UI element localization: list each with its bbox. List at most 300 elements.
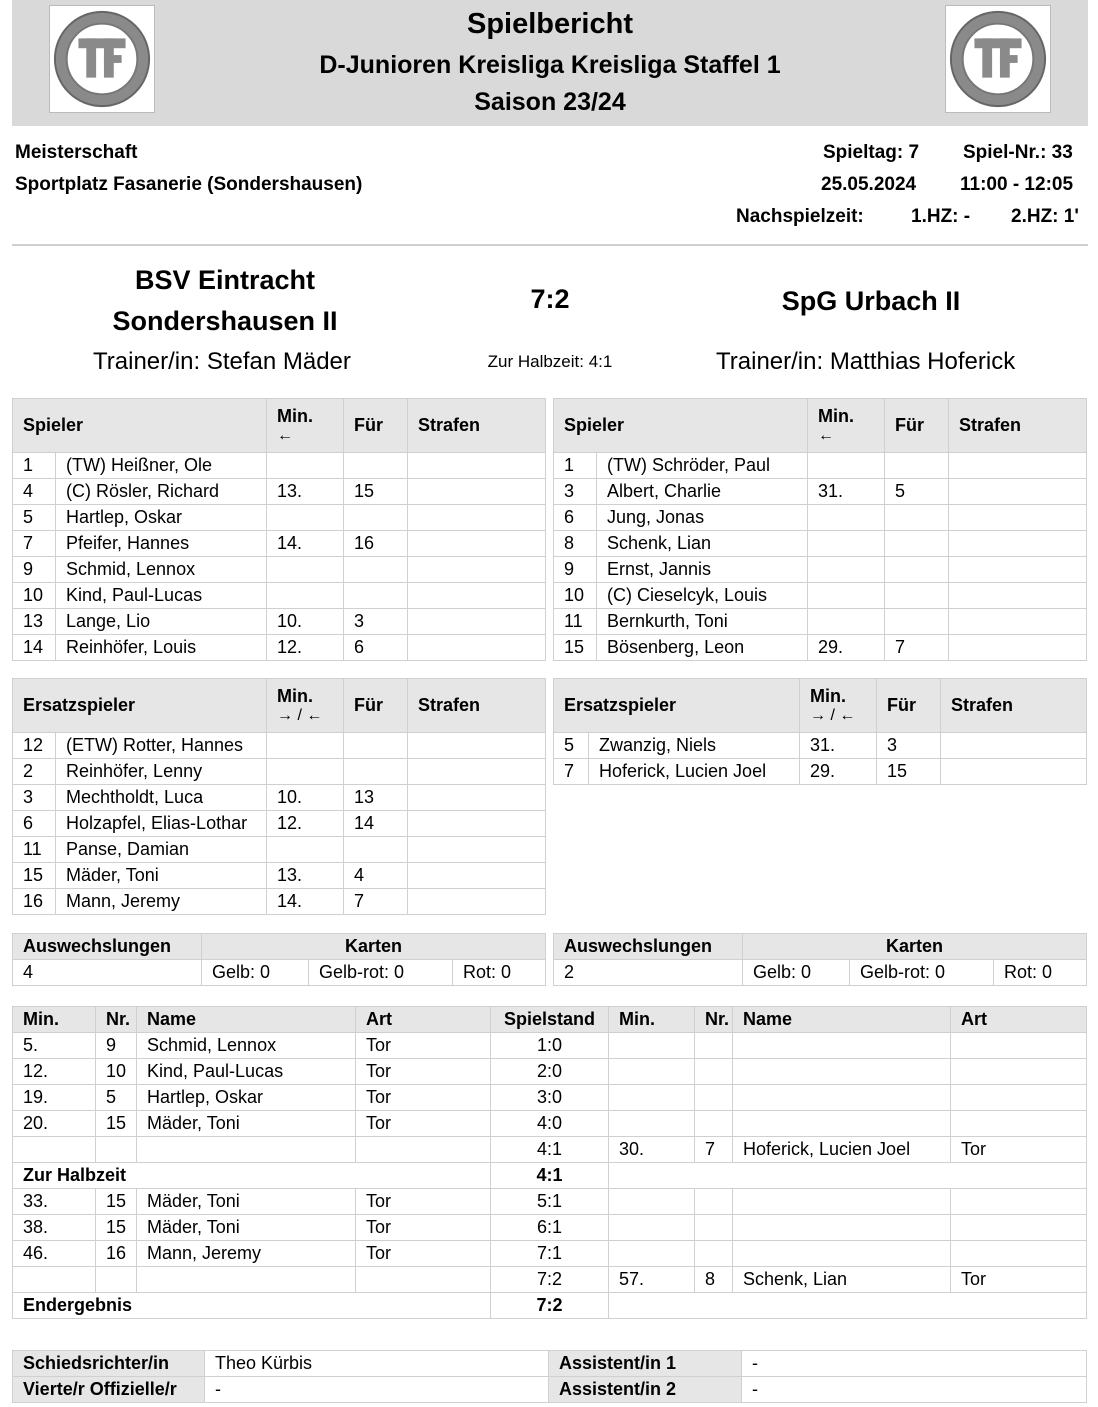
player-sub-minute	[267, 837, 344, 863]
player-sub-minute: 12.	[267, 635, 344, 661]
player-name: (TW) Schröder, Paul	[597, 453, 808, 479]
player-sub-minute	[808, 583, 885, 609]
col-min: Min. → / ←	[800, 679, 877, 733]
label-assistent1: Assistent/in 1	[549, 1351, 742, 1377]
home-event-type	[356, 1137, 491, 1163]
home-event-number: 15	[96, 1215, 137, 1241]
home-subs-table	[12, 678, 546, 915]
referee-name: Theo Kürbis	[205, 1351, 549, 1377]
event-section-row	[13, 1163, 1087, 1189]
player-sub-for	[344, 759, 408, 785]
match-number: Spiel-Nr.: 33	[963, 142, 1073, 163]
section-score: 4:1	[491, 1163, 609, 1189]
halftime-score: Zur Halbzeit: 4:1	[487, 352, 613, 371]
home-trainer: Trainer/in: Stefan Mäder	[93, 348, 351, 375]
home-event-player	[137, 1137, 356, 1163]
player-name: (ETW) Rotter, Hannes	[56, 733, 267, 759]
player-sub-for	[344, 583, 408, 609]
player-sub-minute: 29.	[808, 635, 885, 661]
home-event-type: Tor	[356, 1111, 491, 1137]
away-event-type	[951, 1189, 1087, 1215]
home-team	[40, 260, 410, 342]
player-sub-minute	[267, 759, 344, 785]
home-event-type: Tor	[356, 1189, 491, 1215]
col-ersatz: Ersatzspieler	[554, 679, 800, 733]
player-number: 4	[13, 479, 56, 505]
home-event-type: Tor	[356, 1215, 491, 1241]
player-number: 7	[13, 531, 56, 557]
home-summary-table	[12, 933, 546, 986]
player-penalties	[408, 479, 546, 505]
event-row	[13, 1033, 1087, 1059]
player-sub-for: 3	[344, 609, 408, 635]
player-penalties	[408, 453, 546, 479]
player-sub-for	[885, 609, 949, 635]
player-penalties	[949, 479, 1087, 505]
col-spieler: Spieler	[13, 399, 267, 453]
home-event-minute	[13, 1267, 96, 1293]
player-sub-minute: 13.	[267, 479, 344, 505]
player-number: 3	[13, 785, 56, 811]
home-players-table	[12, 398, 546, 661]
home-event-player: Hartlep, Oskar	[137, 1085, 356, 1111]
player-number: 10	[554, 583, 597, 609]
away-event-player	[733, 1111, 951, 1137]
player-sub-minute	[808, 609, 885, 635]
player-penalties	[949, 583, 1087, 609]
player-penalties	[408, 837, 546, 863]
home-event-number: 16	[96, 1241, 137, 1267]
away-event-minute: 30.	[609, 1137, 695, 1163]
away-event-number	[695, 1033, 733, 1059]
event-row	[13, 1267, 1087, 1293]
home-event-type: Tor	[356, 1033, 491, 1059]
away-summary-table	[553, 933, 1087, 986]
away-event-type	[951, 1241, 1087, 1267]
home-event-type: Tor	[356, 1241, 491, 1267]
player-number: 3	[554, 479, 597, 505]
player-penalties	[941, 733, 1087, 759]
event-row	[13, 1189, 1087, 1215]
player-row	[13, 837, 546, 863]
player-penalties	[949, 453, 1087, 479]
player-name: (TW) Heißner, Ole	[56, 453, 267, 479]
player-sub-minute: 14.	[267, 531, 344, 557]
player-row	[13, 889, 546, 915]
player-row	[554, 453, 1087, 479]
player-row	[554, 505, 1087, 531]
player-sub-minute: 12.	[267, 811, 344, 837]
home-event-player: Mäder, Toni	[137, 1189, 356, 1215]
player-penalties	[408, 557, 546, 583]
player-number: 12	[13, 733, 56, 759]
away-yellow-red-cards: Gelb-rot: 0	[850, 960, 994, 986]
player-row	[13, 733, 546, 759]
player-name: Zwanzig, Niels	[589, 733, 800, 759]
away-event-number	[695, 1111, 733, 1137]
player-row	[554, 759, 1087, 785]
player-penalties	[408, 759, 546, 785]
away-trainer: Trainer/in: Matthias Hoferick	[716, 348, 1016, 375]
player-sub-minute	[267, 557, 344, 583]
label-vierte: Vierte/r Offizielle/r	[13, 1377, 205, 1403]
player-number: 6	[554, 505, 597, 531]
player-sub-for	[885, 583, 949, 609]
home-event-type: Tor	[356, 1085, 491, 1111]
player-sub-minute	[267, 583, 344, 609]
event-score: 4:1	[491, 1137, 609, 1163]
event-row	[13, 1215, 1087, 1241]
home-yellow-cards: Gelb: 0	[202, 960, 309, 986]
section-filler	[609, 1163, 1087, 1189]
player-penalties	[408, 635, 546, 661]
player-name: Mechtholdt, Luca	[56, 785, 267, 811]
player-name: Pfeifer, Hannes	[56, 531, 267, 557]
player-sub-minute	[267, 453, 344, 479]
col-home-name: Name	[137, 1007, 356, 1033]
player-name: Mäder, Toni	[56, 863, 267, 889]
home-event-minute: 5.	[13, 1033, 96, 1059]
player-sub-for: 5	[885, 479, 949, 505]
player-sub-for: 6	[344, 635, 408, 661]
col-home-art: Art	[356, 1007, 491, 1033]
player-sub-minute	[267, 733, 344, 759]
event-score: 7:2	[491, 1267, 609, 1293]
away-event-minute	[609, 1215, 695, 1241]
venue: Sportplatz Fasanerie (Sondershausen)	[15, 174, 363, 195]
col-away-nr: Nr.	[695, 1007, 733, 1033]
player-row	[13, 863, 546, 889]
col-strafen: Strafen	[949, 399, 1087, 453]
player-name: Lange, Lio	[56, 609, 267, 635]
away-event-minute	[609, 1085, 695, 1111]
event-score: 5:1	[491, 1189, 609, 1215]
col-strafen: Strafen	[408, 399, 546, 453]
player-sub-minute: 10.	[267, 609, 344, 635]
divider	[12, 244, 1088, 246]
player-sub-for	[344, 557, 408, 583]
player-penalties	[408, 505, 546, 531]
player-row	[554, 635, 1087, 661]
away-event-player	[733, 1085, 951, 1111]
home-event-number: 9	[96, 1033, 137, 1059]
col-strafen: Strafen	[941, 679, 1087, 733]
player-sub-for: 16	[344, 531, 408, 557]
player-sub-minute: 31.	[808, 479, 885, 505]
player-name: Mann, Jeremy	[56, 889, 267, 915]
away-event-type	[951, 1033, 1087, 1059]
home-team-name-line2: Sondershausen II	[112, 306, 338, 336]
col-min: Min. ←	[267, 399, 344, 453]
player-penalties	[408, 531, 546, 557]
player-name: Schenk, Lian	[597, 531, 808, 557]
col-strafen: Strafen	[408, 679, 546, 733]
event-score: 4:0	[491, 1111, 609, 1137]
final-score: 7:2	[530, 284, 570, 314]
player-row	[13, 609, 546, 635]
away-substitutions-count: 2	[554, 960, 743, 986]
home-event-number: 15	[96, 1189, 137, 1215]
away-event-player	[733, 1241, 951, 1267]
away-event-number	[695, 1241, 733, 1267]
player-penalties	[408, 733, 546, 759]
event-row	[13, 1241, 1087, 1267]
home-team-name-line1: BSV Eintracht	[134, 265, 316, 295]
away-event-player	[733, 1059, 951, 1085]
event-row	[13, 1137, 1087, 1163]
away-players-table	[553, 398, 1087, 661]
home-event-number: 15	[96, 1111, 137, 1137]
player-name: Kind, Paul-Lucas	[56, 583, 267, 609]
col-fuer: Für	[344, 399, 408, 453]
home-event-player: Kind, Paul-Lucas	[137, 1059, 356, 1085]
away-event-number	[695, 1215, 733, 1241]
player-number: 1	[13, 453, 56, 479]
player-name: Ernst, Jannis	[597, 557, 808, 583]
away-event-number	[695, 1059, 733, 1085]
away-event-player: Hoferick, Lucien Joel	[733, 1137, 951, 1163]
away-event-player	[733, 1215, 951, 1241]
match-date: 25.05.2024	[821, 174, 917, 195]
assistant1-name: -	[742, 1351, 1087, 1377]
event-section-row	[13, 1293, 1087, 1319]
player-sub-minute: 29.	[800, 759, 877, 785]
player-row	[13, 583, 546, 609]
player-sub-for: 4	[344, 863, 408, 889]
away-event-type	[951, 1059, 1087, 1085]
section-label: Endergebnis	[13, 1293, 491, 1319]
player-penalties	[949, 635, 1087, 661]
player-sub-minute: 31.	[800, 733, 877, 759]
player-penalties	[949, 609, 1087, 635]
event-row	[13, 1059, 1087, 1085]
player-sub-for	[344, 733, 408, 759]
event-score: 2:0	[491, 1059, 609, 1085]
player-name: Jung, Jonas	[597, 505, 808, 531]
section-label: Zur Halbzeit	[13, 1163, 491, 1189]
label-schiedsrichter: Schiedsrichter/in	[13, 1351, 205, 1377]
away-event-player	[733, 1033, 951, 1059]
player-number: 15	[554, 635, 597, 661]
player-name: Bernkurth, Toni	[597, 609, 808, 635]
player-row	[554, 583, 1087, 609]
match-time: 11:00 - 12:05	[960, 174, 1074, 195]
col-spieler: Spieler	[554, 399, 808, 453]
assistant2-name: -	[742, 1377, 1087, 1403]
col-min: Min. → / ←	[267, 679, 344, 733]
player-penalties	[949, 557, 1087, 583]
competition: Meisterschaft	[15, 142, 138, 163]
section-score: 7:2	[491, 1293, 609, 1319]
player-sub-for	[885, 505, 949, 531]
player-sub-minute: 13.	[267, 863, 344, 889]
player-row	[13, 785, 546, 811]
matchday: Spieltag: 7	[823, 142, 920, 163]
player-name: Hartlep, Oskar	[56, 505, 267, 531]
player-sub-for: 14	[344, 811, 408, 837]
col-ersatz: Ersatzspieler	[13, 679, 267, 733]
player-name: Holzapfel, Elias-Lothar	[56, 811, 267, 837]
player-number: 15	[13, 863, 56, 889]
away-event-minute	[609, 1059, 695, 1085]
player-number: 5	[13, 505, 56, 531]
player-name: Panse, Damian	[56, 837, 267, 863]
home-event-minute: 46.	[13, 1241, 96, 1267]
player-name: Bösenberg, Leon	[597, 635, 808, 661]
col-away-art: Art	[951, 1007, 1087, 1033]
player-number: 9	[13, 557, 56, 583]
player-sub-for	[344, 837, 408, 863]
player-sub-minute	[808, 531, 885, 557]
player-sub-for: 13	[344, 785, 408, 811]
col-auswechslungen: Auswechslungen	[554, 934, 743, 960]
player-row	[13, 759, 546, 785]
home-event-player: Schmid, Lennox	[137, 1033, 356, 1059]
player-name: (C) Cieselcyk, Louis	[597, 583, 808, 609]
home-event-number: 10	[96, 1059, 137, 1085]
away-event-minute	[609, 1111, 695, 1137]
col-away-name: Name	[733, 1007, 951, 1033]
player-name: Albert, Charlie	[597, 479, 808, 505]
away-event-number	[695, 1085, 733, 1111]
home-event-number	[96, 1267, 137, 1293]
away-event-number: 8	[695, 1267, 733, 1293]
match-events-table	[12, 1006, 1087, 1319]
player-row	[554, 733, 1087, 759]
home-event-player	[137, 1267, 356, 1293]
section-filler	[609, 1293, 1087, 1319]
stoppage-label: Nachspielzeit:	[736, 206, 864, 227]
away-team: SpG Urbach II	[781, 286, 961, 316]
player-penalties	[408, 785, 546, 811]
away-event-type	[951, 1085, 1087, 1111]
event-score: 6:1	[491, 1215, 609, 1241]
player-row	[13, 531, 546, 557]
player-number: 11	[554, 609, 597, 635]
player-sub-for: 7	[885, 635, 949, 661]
away-event-minute	[609, 1033, 695, 1059]
away-event-number	[695, 1189, 733, 1215]
player-sub-for	[885, 453, 949, 479]
col-min: Min. ←	[808, 399, 885, 453]
player-number: 9	[554, 557, 597, 583]
fourth-official-name: -	[205, 1377, 549, 1403]
player-number: 14	[13, 635, 56, 661]
report-title: Spielbericht	[467, 8, 633, 40]
player-sub-for	[344, 453, 408, 479]
col-spielstand: Spielstand	[491, 1007, 609, 1033]
away-event-type: Tor	[951, 1267, 1087, 1293]
player-sub-minute: 10.	[267, 785, 344, 811]
col-home-min: Min.	[13, 1007, 96, 1033]
away-event-player	[733, 1189, 951, 1215]
player-number: 10	[13, 583, 56, 609]
player-penalties	[408, 889, 546, 915]
away-event-type: Tor	[951, 1137, 1087, 1163]
col-auswechslungen: Auswechslungen	[13, 934, 202, 960]
player-row	[554, 531, 1087, 557]
col-home-nr: Nr.	[96, 1007, 137, 1033]
player-row	[13, 811, 546, 837]
player-sub-minute	[267, 505, 344, 531]
player-sub-minute	[808, 505, 885, 531]
away-yellow-cards: Gelb: 0	[743, 960, 850, 986]
player-number: 6	[13, 811, 56, 837]
player-row	[13, 505, 546, 531]
player-sub-for	[344, 505, 408, 531]
event-score: 7:1	[491, 1241, 609, 1267]
league-title: D-Junioren Kreisliga Kreisliga Staffel 1	[319, 51, 781, 79]
home-event-player: Mäder, Toni	[137, 1111, 356, 1137]
player-sub-for: 3	[877, 733, 941, 759]
player-sub-for	[885, 557, 949, 583]
home-event-player: Mann, Jeremy	[137, 1241, 356, 1267]
player-name: Reinhöfer, Lenny	[56, 759, 267, 785]
player-row	[554, 609, 1087, 635]
col-away-min: Min.	[609, 1007, 695, 1033]
event-row	[13, 1111, 1087, 1137]
home-event-minute: 12.	[13, 1059, 96, 1085]
home-event-number	[96, 1137, 137, 1163]
player-row	[13, 635, 546, 661]
home-yellow-red-cards: Gelb-rot: 0	[309, 960, 453, 986]
col-fuer: Für	[877, 679, 941, 733]
away-red-cards: Rot: 0	[994, 960, 1087, 986]
away-event-type	[951, 1215, 1087, 1241]
report-header	[12, 0, 1088, 126]
away-event-minute	[609, 1189, 695, 1215]
player-number: 5	[554, 733, 589, 759]
home-event-number: 5	[96, 1085, 137, 1111]
player-sub-for	[885, 531, 949, 557]
player-number: 7	[554, 759, 589, 785]
player-penalties	[408, 583, 546, 609]
player-penalties	[949, 505, 1087, 531]
player-number: 13	[13, 609, 56, 635]
away-subs-table	[553, 678, 1087, 785]
player-sub-for: 15	[877, 759, 941, 785]
label-assistent2: Assistent/in 2	[549, 1377, 742, 1403]
away-event-minute	[609, 1241, 695, 1267]
player-name: Reinhöfer, Louis	[56, 635, 267, 661]
player-row	[13, 479, 546, 505]
officials-table	[12, 1350, 1087, 1403]
home-event-minute: 20.	[13, 1111, 96, 1137]
player-row	[13, 557, 546, 583]
player-name: Schmid, Lennox	[56, 557, 267, 583]
away-event-minute: 57.	[609, 1267, 695, 1293]
player-row	[554, 557, 1087, 583]
col-fuer: Für	[885, 399, 949, 453]
home-event-type: Tor	[356, 1059, 491, 1085]
away-event-type	[951, 1111, 1087, 1137]
player-number: 2	[13, 759, 56, 785]
player-sub-minute	[808, 453, 885, 479]
col-fuer: Für	[344, 679, 408, 733]
player-name: Hoferick, Lucien Joel	[589, 759, 800, 785]
home-event-player: Mäder, Toni	[137, 1215, 356, 1241]
player-number: 8	[554, 531, 597, 557]
player-name: (C) Rösler, Richard	[56, 479, 267, 505]
player-sub-for: 15	[344, 479, 408, 505]
stoppage-second-half: 2.HZ: 1'	[1011, 206, 1079, 227]
player-penalties	[408, 863, 546, 889]
home-event-minute: 38.	[13, 1215, 96, 1241]
home-event-minute: 33.	[13, 1189, 96, 1215]
event-score: 1:0	[491, 1033, 609, 1059]
player-penalties	[941, 759, 1087, 785]
away-event-number: 7	[695, 1137, 733, 1163]
